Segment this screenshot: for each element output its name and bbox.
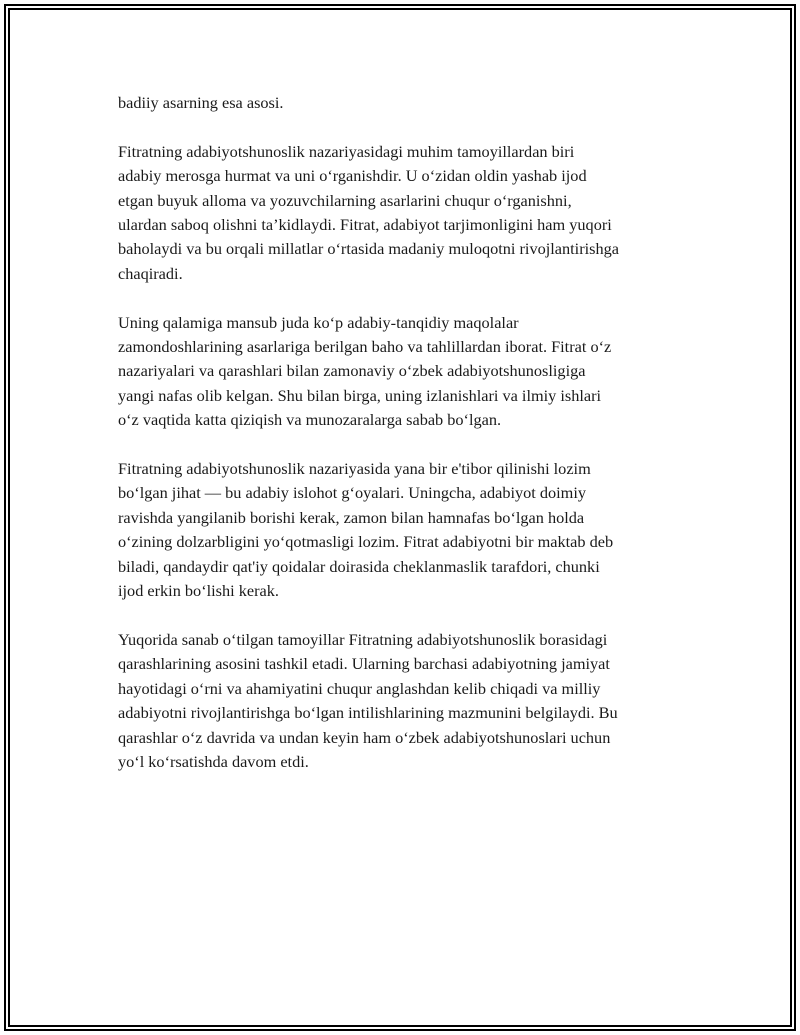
text-line: etgan buyuk alloma va yozuvchilarning asarlarini chuqur o‘rganishni,: [118, 190, 572, 210]
text-line: ravishda yangilanib borishi kerak, zamon bilan hamnafas bo‘lgan holda: [118, 507, 585, 527]
document-body: [118, 91, 698, 799]
paragraph-2: [118, 140, 698, 286]
text-line: adabiy merosga hurmat va uni o‘rganishdir. U o‘zidan oldin yashab ijod: [118, 166, 587, 186]
text-line: Fitratning adabiyotshunoslik nazariyasida yana bir e'tibor qilinishi lozim: [118, 459, 591, 479]
paragraph-3: [118, 311, 698, 433]
text-line: badiiy asarning esa asosi.: [118, 93, 284, 112]
text-line: adabiyotni rivojlantirishga bo‘lgan intilishlarining mazmunini belgilaydi. Bu: [118, 703, 618, 723]
text-line: Yuqorida sanab o‘tilgan tamoyillar Fitratning adabiyotshunoslik borasidagi: [118, 629, 608, 649]
text-line: biladi, qandaydir qat'iy qoidalar doirasida cheklanmaslik tarafdori, chunki: [118, 556, 600, 576]
text-line: zamondoshlarining asarlariga berilgan baho va tahlillardan iborat. Fitrat o‘z: [118, 337, 612, 357]
text-line: bo‘lgan jihat — bu adabiy islohot g‘oyalari. Uningcha, adabiyot doimiy: [118, 483, 586, 503]
text-line: Uning qalamiga mansub juda ko‘p adabiy-tanqidiy maqolalar: [118, 312, 519, 332]
text-line: Fitratning adabiyotshunoslik nazariyasidagi muhim tamoyillardan biri: [118, 141, 575, 161]
text-line: nazariyalari va qarashlari bilan zamonaviy o‘zbek adabiyotshunosligiga: [118, 361, 586, 381]
text-line: qarashlar o‘z davrida va undan keyin ham o‘zbek adabiyotshunoslari uchun: [118, 727, 611, 747]
text-line: baholaydi va bu orqali millatlar o‘rtasida madaniy muloqotni rivojlantirishga: [118, 239, 619, 259]
paragraph-5: [118, 628, 698, 774]
text-line: hayotidagi o‘rni va ahamiyatini chuqur anglashdan kelib chiqadi va milliy: [118, 678, 601, 698]
text-line: yo‘l ko‘rsatishda davom etdi.: [118, 751, 309, 771]
text-line: chaqiradi.: [118, 263, 183, 283]
text-line: yangi nafas olib kelgan. Shu bilan birga, uning izlanishlari va ilmiy ishlari: [118, 385, 602, 405]
paragraph-4: [118, 457, 698, 603]
text-line: o‘zining dolzarbligini yo‘qotmasligi lozim. Fitrat adabiyotni bir maktab deb: [118, 532, 614, 552]
text-line: ijod erkin bo‘lishi kerak.: [118, 581, 279, 601]
text-line: qarashlarining asosini tashkil etadi. Ularning barchasi adabiyotning jamiyat: [118, 654, 610, 674]
text-line: ulardan saboq olishni ta’kidlaydi. Fitrat, adabiyot tarjimonligini ham yuqori: [118, 215, 612, 235]
text-line: o‘z vaqtida katta qiziqish va munozaralarga sabab bo‘lgan.: [118, 410, 502, 430]
paragraph-1: [118, 91, 698, 115]
